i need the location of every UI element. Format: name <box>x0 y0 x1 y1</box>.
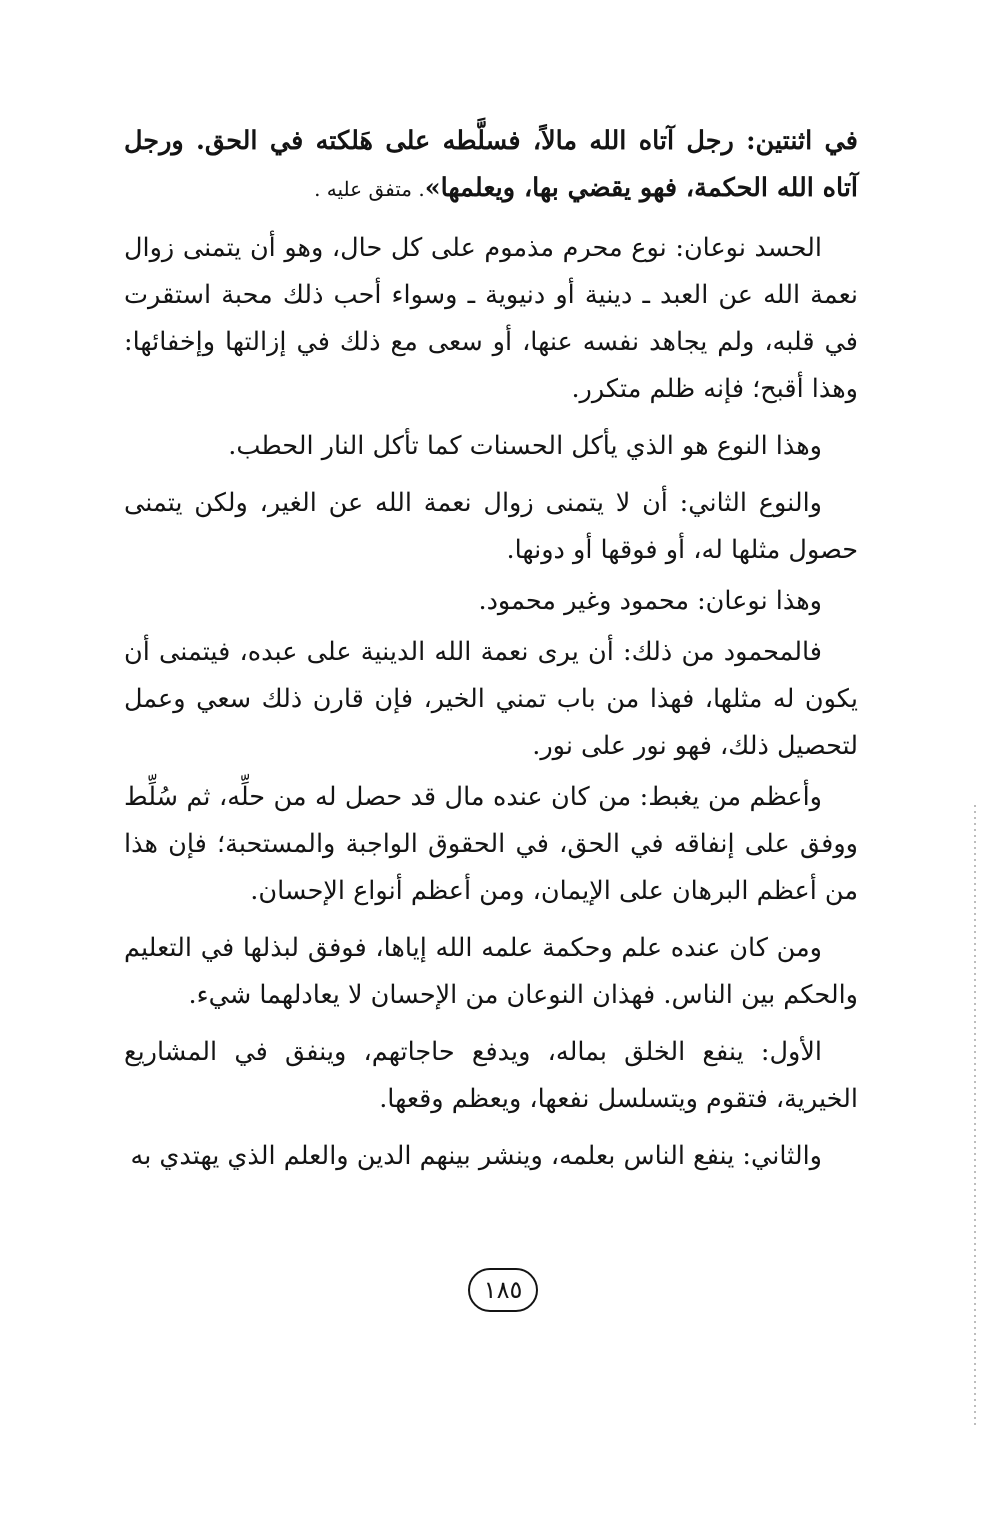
paragraph-greatest: وأعظم من يغبط: من كان عنده مال قد حصل له من حلِّه، ثم سُلِّط ووفق على إنفاقه في الحق، في الحقوق الواجبة والمستحبة؛ فإن هذا من أعظم البرهان على الإيمان، ومن أعظم أنواع الإحسان. <box>124 782 858 906</box>
paragraph-this-type: وهذا النوع هو الذي يأكل الحسنات كما تأكل النار الحطب. <box>228 431 822 461</box>
hadith-text: في اثنتين: رجل آتاه الله مالاً، فسلَّطه على هَلكته في الحق. ورجل آتاه الله الحكمة، فهو يقضي بها، ويعلمها» <box>124 126 858 203</box>
scan-edge-mark <box>974 805 976 1425</box>
paragraph-second-type: والنوع الثاني: أن لا يتمنى زوال نعمة الله عن الغير، ولكن يتمنى حصول مثلها له، أو فوقها أو دونها. <box>124 488 858 565</box>
page-body <box>124 118 858 1190</box>
paragraph-envy-types: الحسد نوعان: نوع محرم مذموم على كل حال، وهو أن يتمنى زوال نعمة الله عن العبد ـ دينية أو دنيوية ـ وسواء أحب ذلك محبة استقرت في قلبه، ولم يجاهد نفسه عنها، أو سعى مع ذلك في إزالتها وإخفائها: وهذا أقبح؛ فإنه ظلم متكرر. <box>124 233 858 404</box>
paragraph-knowledge: ومن كان عنده علم وحكمة علمه الله إياها، فوفق لبذلها في التعليم والحكم بين الناس. فهذان النوعان من الإحسان لا يعادلهما شيء. <box>124 933 858 1010</box>
paragraph-second: والثاني: ينفع الناس بعلمه، وينشر بينهم الدين والعلم الذي يهتدي به <box>130 1141 822 1171</box>
paragraph-praised: فالمحمود من ذلك: أن يرى نعمة الله الدينية على عبده، فيتمنى أن يكون له مثلها، فهذا من باب تمني الخير، فإن قارن ذلك سعي وعمل لتحصيل ذلك، فهو نور على نور. <box>124 637 858 761</box>
page-number-container <box>0 1268 1006 1312</box>
hadith-citation: . متفق عليه . <box>314 177 425 201</box>
paragraph-two-kinds: وهذا نوعان: محمود وغير محمود. <box>478 586 822 616</box>
paragraph-first: الأول: ينفع الخلق بماله، ويدفع حاجاتهم، وينفق في المشاريع الخيرية، فتقوم ويتسلسل نفعها، ويعظم وقعها. <box>124 1037 858 1114</box>
paragraph-hadith-end <box>124 118 858 213</box>
page-number: ١٨٥ <box>468 1268 539 1312</box>
